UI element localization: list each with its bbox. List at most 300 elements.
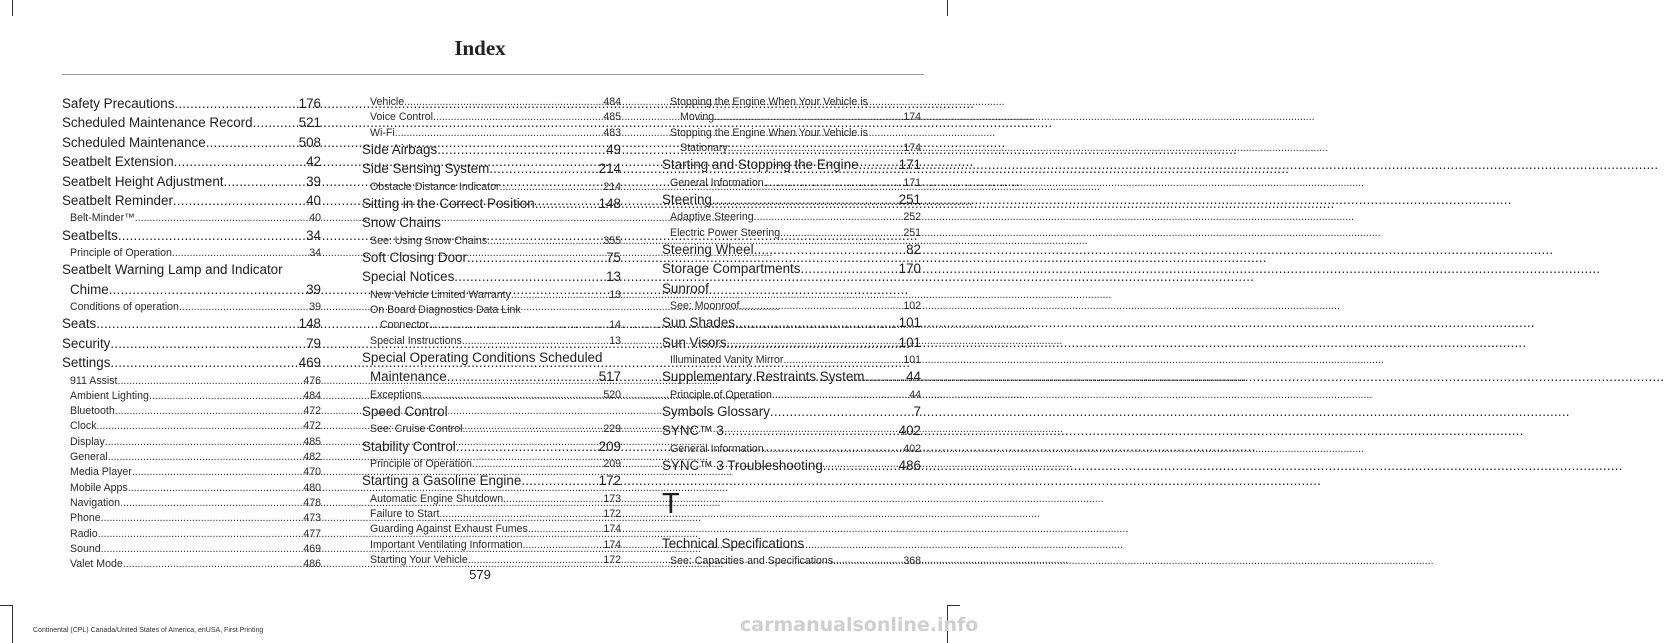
entry-page: 172 [603,554,621,567]
index-subentry [362,96,621,111]
index-entry [662,192,921,211]
entry-label: Starting and Stopping the Engine [662,157,859,173]
index-subentry [362,289,621,304]
entry-label: General Information [670,442,764,455]
entry-label: Symbols Glossary [662,404,770,420]
dot-leader [101,512,304,524]
dot-leader [454,269,606,284]
index-entry [62,193,321,212]
entry-label: Stationary [680,141,728,154]
entry-page: 251 [903,226,921,239]
index-subentry [62,405,321,420]
dot-leader [468,554,604,566]
entry-page: 174 [903,141,921,154]
entry-label: SYNC™ 3 [662,423,724,439]
entry-page: 173 [603,492,621,505]
dot-leader [714,111,903,123]
entry-page: 172 [603,508,621,521]
index-subentry [362,181,621,196]
entry-label: Exceptions [370,388,422,401]
entry-page: 469 [298,355,321,371]
dot-leader [437,142,606,157]
entry-label: Electric Power Steering [670,226,781,239]
entry-page: 13 [606,269,621,285]
dot-leader [96,316,298,331]
entry-label: Sound [70,542,101,555]
dot-leader [118,228,306,243]
dot-leader [754,211,904,223]
dot-leader [128,482,304,494]
entry-label: 911 Assist [70,374,118,387]
index-subentry [362,235,621,250]
index-heading: Seatbelt Warning Lamp and Indicator [62,262,283,278]
index-heading: Stopping the Engine When Your Vehicle is [670,96,868,108]
index-entry [662,404,921,423]
entry-label: Principle of Operation [670,388,772,401]
entry-page: 477 [303,527,321,540]
dot-leader [462,335,609,347]
dot-leader [728,142,904,154]
dot-leader [489,161,598,176]
index-column-1 [62,96,321,573]
index-entry [62,154,321,173]
entry-page: 174 [603,538,621,551]
dot-leader [110,336,306,351]
entry-label: Clock [70,420,97,433]
dot-leader [523,539,604,551]
entry-page: 478 [303,496,321,509]
dot-leader [735,315,899,330]
entry-label: Radio [70,527,98,540]
index-subentry [62,212,321,227]
entry-page: 176 [298,96,321,111]
entry-page: 508 [298,134,321,150]
dot-leader [724,423,899,438]
index-entry [62,135,321,154]
entry-page: 483 [603,126,621,139]
index-subentry [662,177,921,192]
dot-leader [780,227,903,239]
entry-label: Principle of Operation [370,458,472,471]
entry-page: 520 [603,388,621,401]
index-subentry [662,354,921,369]
entry-page: 486 [303,558,321,571]
entry-label: Soft Closing Door [362,250,467,266]
entry-label: Display [70,435,105,448]
index-subentry [62,543,321,558]
index-entry [662,369,921,388]
index-column-3 [662,96,921,570]
entry-page: 209 [603,458,621,471]
entry-page: 172 [598,473,621,489]
entry-page: 470 [303,466,321,479]
entry-page: 170 [898,261,921,277]
index-subentry [62,247,321,262]
dot-leader [500,181,604,193]
index-entry [662,335,921,354]
entry-label: Conditions of operation [70,301,179,314]
entry-page: 13 [609,334,621,347]
dot-leader [110,355,298,370]
index-subentry [362,539,621,554]
index-subentry [362,111,621,126]
index-subentry [362,493,621,508]
entry-page: 484 [603,96,621,108]
entry-page: 148 [298,316,321,332]
dot-leader [224,174,307,189]
dot-leader [740,300,904,312]
entry-page: 79 [306,335,321,351]
index-heading: Stopping the Engine When Your Vehicle is [670,126,868,139]
page-number: 579 [469,567,491,582]
index-subentry [362,508,621,523]
entry-label: Security [62,335,111,351]
index-subentry [62,528,321,543]
entry-label: Steering Wheel [662,241,754,257]
entry-page: 402 [903,442,921,455]
entry-label: Stability Control [362,438,456,454]
entry-label: Valet Mode [70,558,123,571]
entry-label: Bluetooth [70,405,115,418]
dot-leader [800,261,898,276]
entry-label: Media Player [70,466,132,479]
entry-label: Moving [680,111,715,124]
watermark: carmanualsonline.info [740,614,979,636]
entry-page: 101 [898,334,921,350]
entry-label: Starting a Gasoline Engine [362,473,522,489]
entry-label: Illuminated Vanity Mirror [670,354,784,367]
entry-page: 214 [603,180,621,193]
entry-label: Principle of Operation [70,247,172,260]
index-entry [662,458,921,477]
index-subentry [362,389,621,404]
dot-leader [174,96,298,111]
dot-leader [472,458,603,470]
entry-page: 34 [309,247,321,260]
dot-leader [132,466,303,478]
dot-leader [764,443,904,455]
entry-label: Side Airbags [362,141,438,157]
index-entry [62,316,321,335]
entry-label: Automatic Engine Shutdown [370,492,504,505]
dot-leader [433,111,603,123]
index-subentry [62,512,321,527]
index-subentry [62,451,321,466]
entry-page: 171 [898,157,921,173]
dot-leader [833,555,903,567]
index-subentry [662,443,921,458]
entry-page: 49 [606,141,621,157]
index-entry [362,473,621,492]
dot-leader [521,473,598,488]
crop-mark-bottom-left [12,605,13,643]
index-entry [662,242,921,261]
entry-page: 209 [598,438,621,454]
index-entry [362,196,621,215]
entry-label: Seatbelt Reminder [62,192,173,208]
index-entry [662,261,921,280]
entry-page: 402 [898,423,921,439]
index-subentry [362,423,621,438]
entry-label: Seatbelt Extension [62,154,174,170]
entry-label: Sun Visors [662,334,727,350]
dot-leader [429,319,609,331]
index-entry [62,355,321,374]
dot-leader [439,508,603,520]
entry-label: Mobile Apps [70,481,128,494]
entry-label: Storage Compartments [662,261,801,277]
entry-label: Supplementary Restraints System [662,369,865,385]
index-subentry [362,523,621,538]
entry-label: Wi-Fi [370,126,395,139]
index-subentry [62,375,321,390]
dot-leader [135,212,309,224]
entry-label: Sitting in the Correct Position [362,195,535,211]
edition-footer: Continental (CPL) Canada/United States of America, enUSA, First Printing [33,627,264,634]
index-subentry [362,319,621,334]
dot-leader [462,423,603,435]
title-rule [62,74,924,75]
entry-label: Scheduled Maintenance [62,134,206,150]
dot-leader [101,543,304,555]
index-subentry [662,227,921,242]
entry-page: 7 [913,404,921,420]
dot-leader [487,235,603,247]
dot-leader [712,192,899,207]
index-entry [362,269,621,288]
entry-label: Chime [70,281,109,297]
index-entry [62,282,321,301]
index-column-2 [362,96,621,569]
entry-page: 485 [303,435,321,448]
entry-page: 521 [298,115,321,131]
entry-page: 75 [606,250,621,266]
entry-page: 82 [906,241,921,257]
dot-leader [173,193,306,208]
dot-leader [772,389,909,401]
dot-leader [120,497,303,509]
index-entry [62,228,321,247]
index-entry [662,157,921,176]
dot-leader [764,177,904,189]
entry-page: 473 [303,512,321,525]
index-subentry [662,142,921,157]
dot-leader [511,289,609,301]
entry-page: 484 [303,389,321,402]
entry-page: 251 [898,191,921,207]
entry-label: Settings [62,355,111,371]
entry-label: Phone [70,512,101,525]
entry-label: Obstacle Distance Indicator [370,180,500,193]
dot-leader [149,390,303,402]
entry-page: 102 [903,300,921,313]
index-subentry [662,389,921,404]
index-subentry [62,420,321,435]
entry-label: Starting Your Vehicle [370,554,468,567]
entry-page: 40 [306,192,321,208]
dot-leader [727,335,899,350]
index-entry [362,250,621,269]
index-heading: Special Operating Conditions Scheduled [362,350,603,366]
entry-page: 486 [898,458,921,474]
entry-label: Important Ventilating Information [370,538,523,551]
dot-leader [770,404,914,419]
crop-mark-bottom-left-h [0,605,12,606]
crop-mark-bottom-right-h [947,605,960,606]
index-subentry [62,497,321,512]
entry-label: Seats [62,316,97,332]
crop-mark-top-left [12,0,13,16]
dot-leader [447,369,599,384]
entry-page: 252 [903,211,921,224]
index-subentry [62,482,321,497]
dot-leader [404,96,603,108]
entry-label: Adaptive Steering [670,211,754,224]
entry-page: 171 [903,176,921,189]
entry-label: Sun Shades [662,315,735,331]
dot-leader [754,242,907,257]
entry-page: 485 [603,111,621,124]
index-heading: Speed Control [362,404,448,420]
index-entry [62,174,321,193]
index-subentry [62,466,321,481]
entry-page: 469 [303,542,321,555]
index-entry [362,161,621,180]
index-entry [62,96,321,115]
index-entry [662,423,921,442]
index-subentry [662,300,921,315]
entry-page: 174 [603,523,621,536]
entry-page: 39 [306,173,321,189]
index-entry [362,142,621,161]
entry-page: 355 [603,234,621,247]
entry-label: SYNC™ 3 Troubleshooting [662,458,823,474]
index-letter: T [662,487,680,520]
entry-label: Connector [380,319,429,332]
entry-page: 517 [598,369,621,385]
entry-label: Special Notices [362,269,455,285]
dot-leader [535,196,599,211]
index-entry [362,439,621,458]
entry-page: 101 [903,354,921,367]
entry-label: Ambient Lighting [70,389,149,402]
entry-page: 472 [303,420,321,433]
entry-label: Voice Control [370,111,434,124]
index-entry [662,315,921,334]
index-heading: Technical Specifications [662,535,805,551]
entry-label: Maintenance [370,369,447,385]
index-entry [62,115,321,134]
entry-label: Safety Precautions [62,96,175,111]
dot-leader [253,115,299,130]
entry-page: 39 [309,301,321,314]
entry-page: 476 [303,374,321,387]
entry-page: 44 [906,369,921,385]
entry-page: 472 [303,405,321,418]
entry-label: General Information [670,176,764,189]
dot-leader [118,375,304,387]
entry-page: 148 [598,195,621,211]
index-heading: On Board Diagnostics Data Link [370,304,521,317]
dot-leader [105,436,304,448]
entry-label: Side Sensing System [362,161,490,177]
entry-page: 174 [903,111,921,124]
entry-page: 44 [909,388,921,401]
entry-page: 34 [306,227,321,243]
entry-label: Seatbelts [62,227,118,243]
entry-page: 13 [609,288,621,301]
entry-label: General [70,451,108,464]
dot-leader [528,523,603,535]
index-subentry [362,335,621,350]
dot-leader [108,451,304,463]
entry-label: Special Instructions [370,334,462,347]
index-subentry [62,301,321,316]
dot-leader [467,250,606,265]
index-subentry [662,211,921,226]
entry-label: Scheduled Maintenance Record [62,115,253,131]
dot-leader [172,247,309,259]
dot-leader [115,405,304,417]
dot-leader [179,301,309,313]
entry-label: See: Cruise Control [370,423,463,436]
index-entry [62,336,321,355]
entry-page: 42 [306,154,321,170]
dot-leader [859,157,899,172]
dot-leader [395,127,604,139]
dot-leader [98,528,304,540]
index-heading: Snow Chains [362,215,441,231]
entry-label: See: Using Snow Chains [370,234,488,247]
entry-page: 14 [609,319,621,332]
dot-leader [823,458,899,473]
index-subentry [662,111,921,126]
entry-label: New Vehicle Limited Warranty [370,288,511,301]
entry-page: 39 [306,281,321,297]
dot-leader [783,354,903,366]
entry-label: Guarding Against Exhaust Fumes [370,523,528,536]
entry-page: 101 [898,315,921,331]
index-subentry [62,436,321,451]
index-entry [362,369,621,388]
entry-page: 368 [903,554,921,567]
entry-label: Navigation [70,496,121,509]
dot-leader [206,135,299,150]
entry-label: See: Moonroof [670,300,740,313]
index-subentry [362,127,621,142]
entry-label: Belt-Minder™ [70,212,135,225]
entry-page: 480 [303,481,321,494]
index-subentry [362,458,621,473]
index-heading: Sunroof [662,280,709,296]
dot-leader [864,369,906,384]
entry-label: Vehicle [370,96,405,108]
dot-leader [174,154,306,169]
crop-mark-top-right [947,0,948,16]
dot-leader [456,439,599,454]
dot-leader [422,389,603,401]
entry-label: Steering [662,191,712,207]
entry-label: Seatbelt Height Adjustment [62,173,224,189]
index-subentry [62,390,321,405]
dot-leader [503,493,603,505]
page-title: Index [454,36,506,60]
entry-label: See: Capacities and Specifications [670,554,834,567]
entry-page: 40 [309,212,321,225]
entry-page: 229 [603,423,621,436]
entry-page: 482 [303,451,321,464]
dot-leader [109,282,306,297]
